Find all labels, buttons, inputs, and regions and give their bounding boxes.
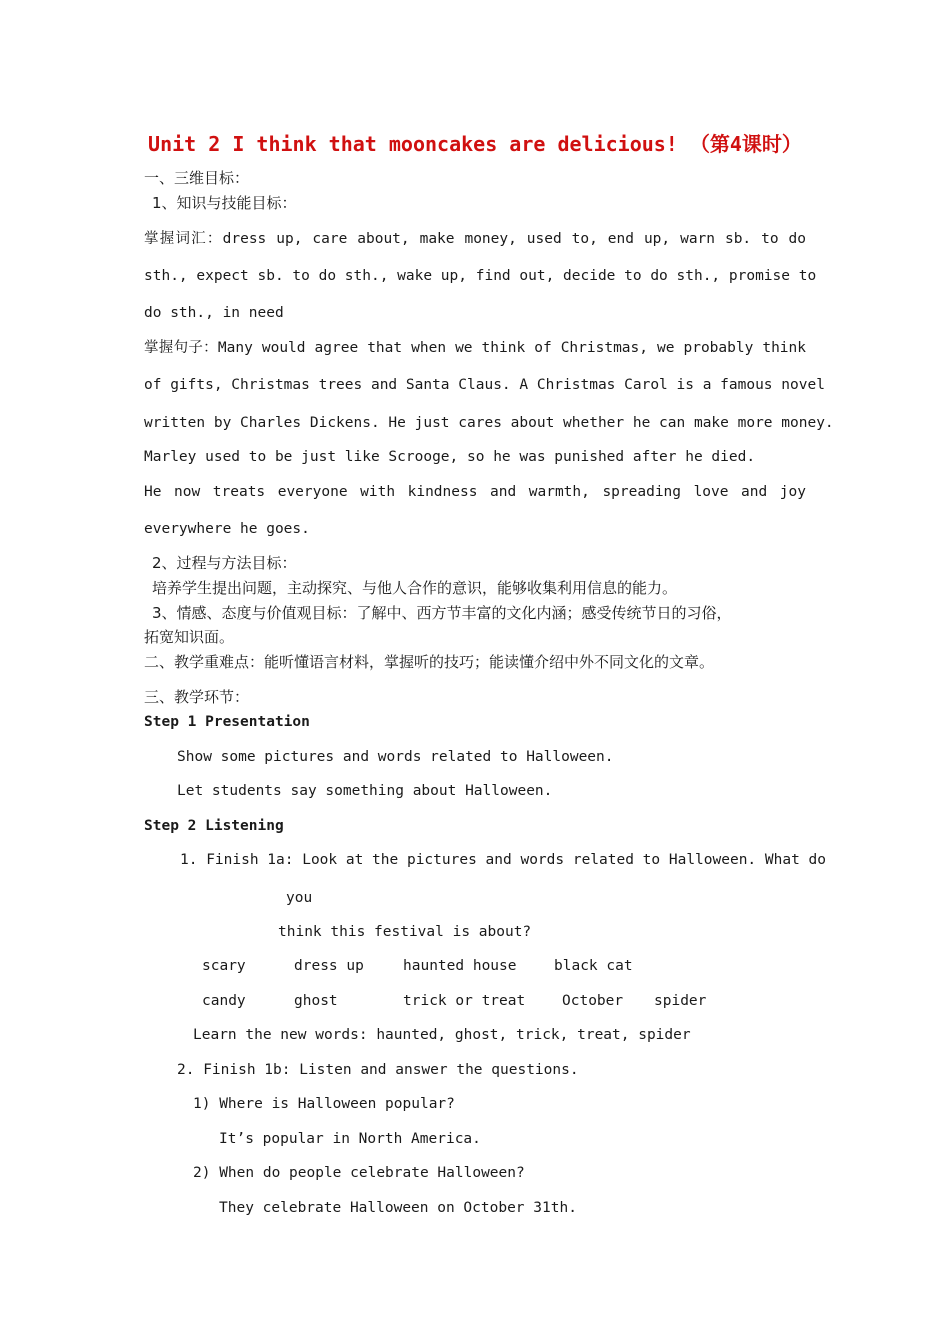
word-haunted-house: haunted house: [403, 958, 517, 974]
word-trick-or-treat: trick or treat: [403, 993, 526, 1009]
step-1-line-2: Let students say something about Halloween.: [177, 783, 553, 799]
section-1-heading: 一、三维目标：: [144, 169, 250, 187]
word-black-cat: black cat: [554, 958, 633, 974]
word-candy: candy: [202, 993, 246, 1009]
step-1-heading: Step 1 Presentation: [144, 714, 310, 730]
step-2-heading: Step 2 Listening: [144, 818, 284, 834]
question-1: 1) Where is Halloween popular?: [193, 1096, 455, 1112]
word-spider: spider: [654, 993, 707, 1009]
new-words-line: Learn the new words: haunted, ghost, trick, treat, spider: [193, 1027, 691, 1043]
vocab-line-3: do sth., in need: [144, 305, 284, 321]
word-ghost: ghost: [294, 993, 338, 1009]
subsection-2-heading: 2、过程与方法目标：: [152, 554, 297, 572]
word-dress-up: dress up: [294, 958, 364, 974]
sentence-line-6: everywhere he goes.: [144, 521, 310, 537]
item-1-line-1: 1. Finish 1a: Look at the pictures and words related to Halloween. What do: [180, 852, 827, 868]
item-2-line: 2. Finish 1b: Listen and answer the questions.: [177, 1062, 579, 1078]
subsection-3-line-1: 3、情感、态度与价值观目标：了解中、西方节丰富的文化内涵；感受传统节日的习俗，: [152, 604, 732, 622]
sentence-line-1: 掌握句子：Many would agree that when we think of Christmas, we probably think: [144, 340, 806, 356]
vocab-line-2: sth., expect sb. to do sth., wake up, find out, decide to do sth., promise to: [144, 268, 817, 284]
item-1-line-3: think this festival is about?: [278, 924, 532, 940]
question-2: 2) When do people celebrate Halloween?: [193, 1165, 525, 1181]
sentence-line-3: written by Charles Dickens. He just cares about whether he can make more money.: [144, 415, 834, 431]
item-1-line-2: you: [286, 890, 313, 906]
sentence-line-5: He now treats everyone with kindness and warmth, spreading love and joy: [144, 484, 806, 500]
section-2-text: 二、教学重难点：能听懂语言材料，掌握听的技巧；能读懂介绍中外不同文化的文章。: [144, 653, 715, 671]
subsection-1-heading: 1、知识与技能目标：: [152, 194, 297, 212]
subsection-3-line-2: 拓宽知识面。: [144, 628, 235, 646]
word-scary: scary: [202, 958, 246, 974]
sentence-line-2: of gifts, Christmas trees and Santa Claus. A Christmas Carol is a famous novel: [144, 377, 825, 393]
step-1-line-1: Show some pictures and words related to Halloween.: [177, 749, 614, 765]
section-3-heading: 三、教学环节：: [144, 688, 250, 706]
sentence-line-4: Marley used to be just like Scrooge, so he was punished after he died.: [144, 449, 756, 465]
subsection-2-text: 培养学生提出问题，主动探究、与他人合作的意识，能够收集利用信息的能力。: [152, 579, 678, 597]
answer-2: They celebrate Halloween on October 31th.: [219, 1200, 577, 1216]
vocab-line-1: 掌握词汇：dress up, care about, make money, used to, end up, warn sb. to do: [144, 231, 806, 247]
answer-1: It’s popular in North America.: [219, 1131, 481, 1147]
page-title: Unit 2 I think that mooncakes are delicious! （第4课时）: [148, 132, 802, 156]
word-october: October: [562, 993, 624, 1009]
